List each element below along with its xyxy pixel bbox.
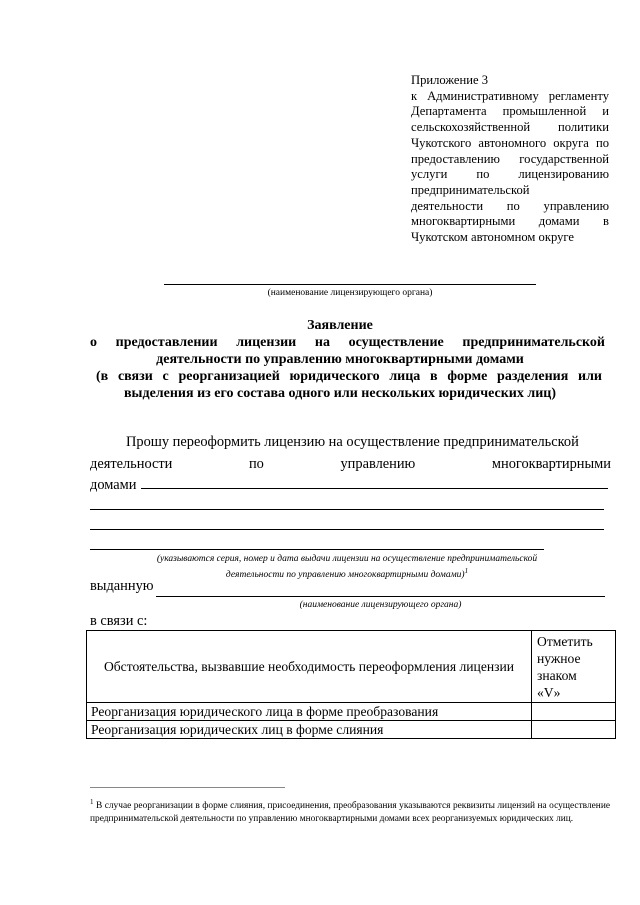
license-input-line[interactable] <box>90 549 544 550</box>
table-row <box>87 703 616 721</box>
appendix-line: к Административному регламенту <box>411 88 609 103</box>
appendix-line: сельскохозяйственной политики <box>411 120 609 135</box>
appendix-line: предпринимательской <box>411 182 530 197</box>
request-paragraph-line: домами <box>90 477 137 493</box>
footnote-ref: 1 <box>464 567 469 575</box>
row-label: Реорганизация юридических лиц в форме слияния <box>87 721 532 739</box>
organ-name-line[interactable] <box>164 284 536 285</box>
appendix-line: многоквартирными домами в <box>411 214 609 229</box>
word: многоквартирными <box>491 456 611 472</box>
document-title-line: о предоставлении лицензии на осуществление предпринимательской <box>90 335 605 350</box>
header-mark <box>532 631 616 703</box>
table-row <box>87 721 616 739</box>
document-title-line: деятельности по управлению многоквартирными домами <box>156 352 524 367</box>
issued-organ-input-line[interactable] <box>156 596 605 597</box>
footnote-number: 1 <box>90 798 94 806</box>
appendix-block <box>411 73 609 246</box>
request-paragraph-line <box>90 456 611 473</box>
header-circumstances: Обстоятельства, вызвавшие необходимость переоформления лицензии <box>87 631 532 703</box>
organ-name-caption: (наименование лицензирующего органа) <box>267 288 433 298</box>
in-connection-label: в связи с: <box>90 613 148 629</box>
appendix-line: Чукотского автономного округа по <box>411 135 609 150</box>
appendix-line: Приложение 3 <box>411 73 489 87</box>
table-header-row <box>87 631 616 703</box>
license-caption <box>90 567 604 580</box>
issued-label: выданную <box>90 578 154 594</box>
row-label: Реорганизация юридического лица в форме преобразования <box>87 703 532 721</box>
document-heading: Заявление <box>307 318 373 333</box>
appendix-line: деятельности по управлению <box>411 198 609 213</box>
appendix-line: Департамента промышленной и <box>411 104 609 119</box>
header-mark-line: Отметить <box>537 633 593 649</box>
header-mark-line: нужное <box>537 650 581 666</box>
circumstances-table <box>86 630 616 739</box>
license-input-line[interactable] <box>90 529 604 530</box>
license-input-line[interactable] <box>141 488 608 489</box>
mark-cell[interactable] <box>532 703 616 721</box>
word: управлению <box>340 456 416 472</box>
license-input-line[interactable] <box>90 509 604 510</box>
footnote-separator <box>90 787 285 788</box>
license-caption-text: деятельности по управлению многоквартирными домами) <box>225 570 465 581</box>
appendix-line: предоставлению государственной <box>411 151 609 166</box>
license-caption: (указываются серия, номер и дата выдачи лицензии на осуществление предпринимательской <box>156 554 538 564</box>
appendix-line: Чукотском автономном округе <box>411 230 574 245</box>
word: деятельности <box>90 456 173 472</box>
request-paragraph-line: Прошу переоформить лицензию на осуществление предпринимательской <box>126 434 579 450</box>
appendix-line: услуги по лицензированию <box>411 167 609 182</box>
header-mark-line: «V» <box>537 684 561 700</box>
footnote-text: В случае реорганизации в форме слияния, присоединения, преобразования указываются реквизиты лицензий на осуществление предпринимательской деятельности по управлению многоквартирными домами всех реорганизуемых юридических лиц. <box>90 801 610 825</box>
word: по <box>248 456 264 472</box>
document-title-line: выделения из его состава одного или нескольких юридических лиц) <box>124 386 556 401</box>
document-title-line: (в связи с реорганизацией юридического лица в форме разделения или <box>96 369 602 384</box>
header-mark-line: знаком <box>537 667 577 683</box>
issued-organ-caption: (наименование лицензирующего органа) <box>299 600 462 610</box>
footnote <box>90 796 610 826</box>
mark-cell[interactable] <box>532 721 616 739</box>
